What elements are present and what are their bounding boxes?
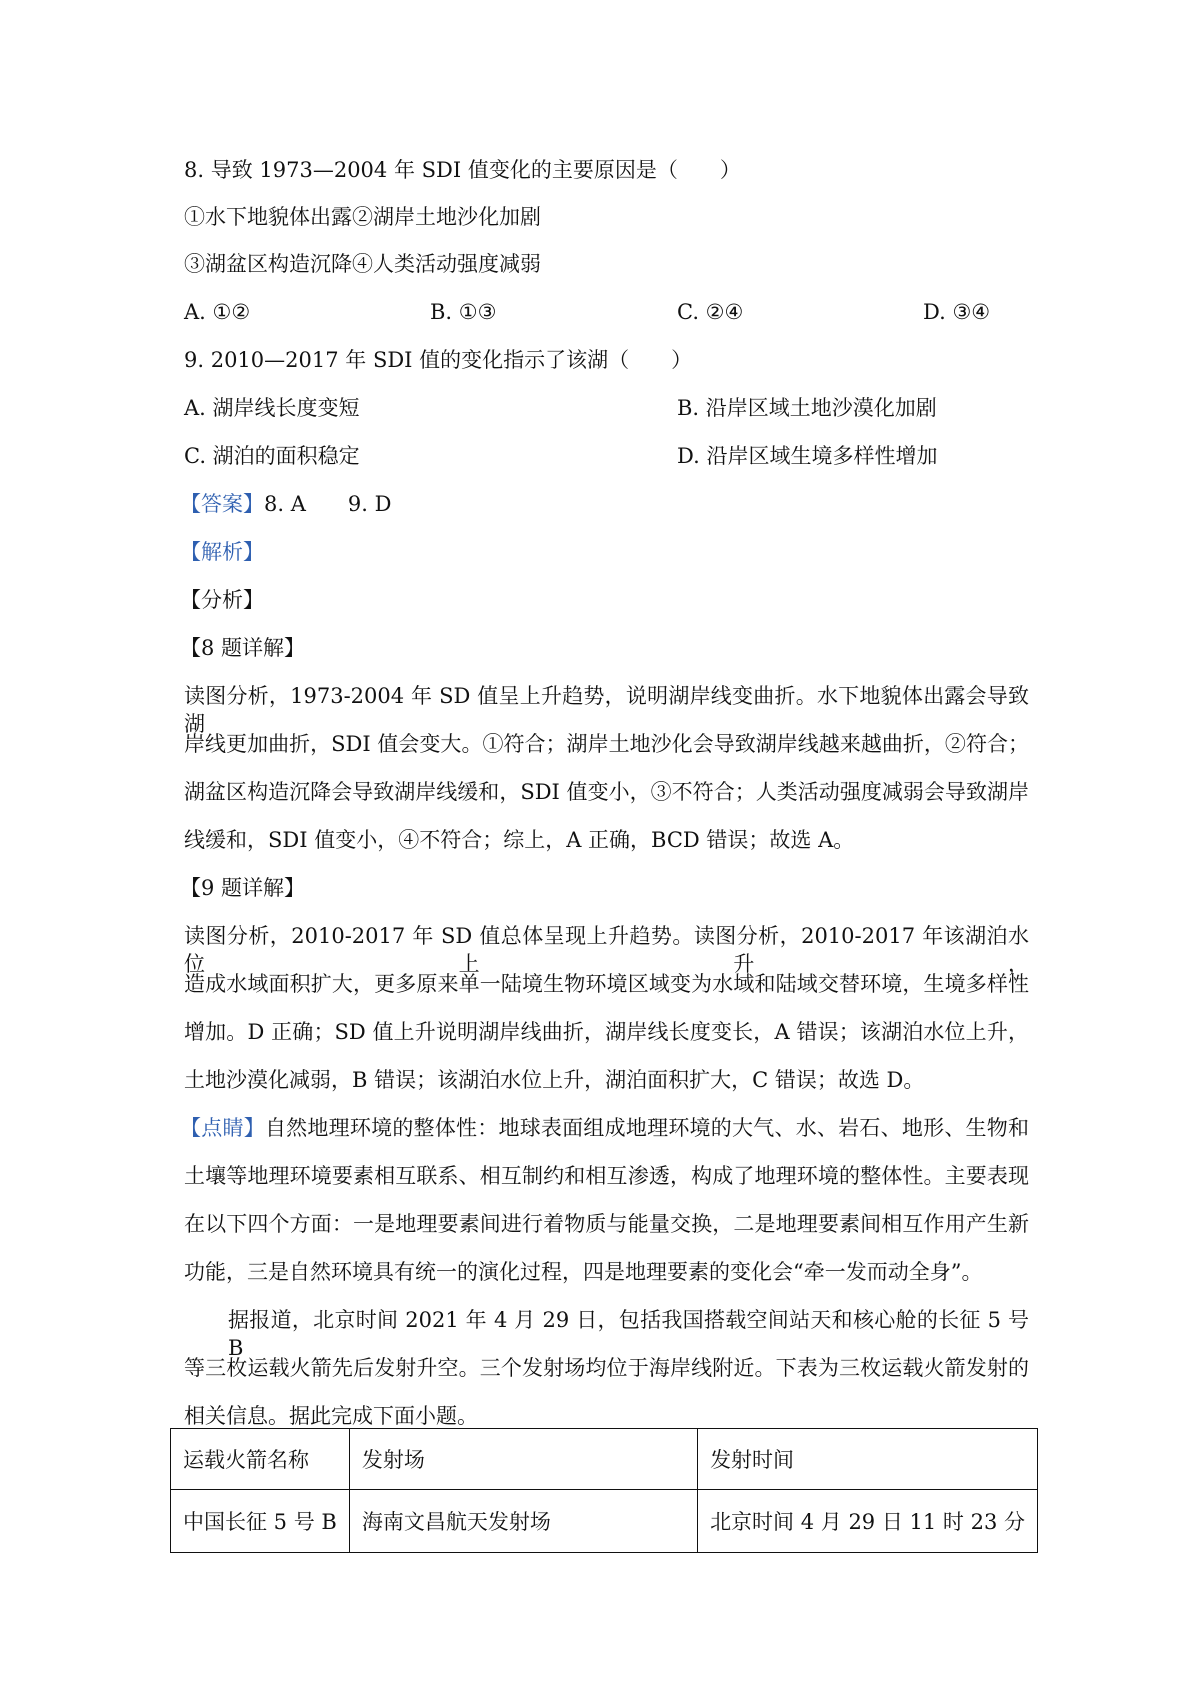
detail8-line-4: 线缓和，SDI 值变小，④不符合；综上，A 正确，BCD 错误；故选 A。 [184,828,855,852]
detail9-line-3: 增加。D 正确；SD 值上升说明湖岸线曲折，湖岸线长度变长，A 错误；该湖泊水位上升， [184,1020,1029,1044]
detail9-tag: 【9 题详解】 [180,876,306,900]
detail8-tag: 【8 题详解】 [180,636,306,660]
dianjing-line-4: 功能，三是自然环境具有统一的演化过程，四是地理要素的变化会“牵一发而动全身”。 [184,1260,983,1284]
detail8-line-3: 湖盆区构造沉降会导致湖岸线缓和，SDI 值变小，③不符合；人类活动强度减弱会导致湖岸 [184,780,1029,804]
q8-option-c: C. ②④ [677,300,744,324]
table-header-cell: 发射时间 [698,1429,1038,1490]
table-cell: 北京时间 4 月 29 日 11 时 23 分 [698,1490,1038,1553]
answer-line [180,490,391,518]
q8-items-line-2: ③湖盆区构造沉降④人类活动强度减弱 [184,252,541,276]
fenxi-tag: 【分析】 [180,588,264,612]
table-header-cell: 运载火箭名称 [171,1429,350,1490]
detail8-line-2: 岸线更加曲折，SDI 值会变大。①符合；湖岸土地沙化会导致湖岸线越来越曲折，②符合； [184,732,1029,756]
table-cell: 中国长征 5 号 B [171,1490,350,1553]
table-row [171,1490,1038,1553]
dianjing-line-1-text: 自然地理环境的整体性：地球表面组成地理环境的大气、水、岩石、地形、生物和 [264,1116,1030,1140]
rocket-launch-table [170,1428,1038,1553]
analysis-tag: 【解析】 [180,540,264,564]
q9-option-d: D. 沿岸区域生境多样性增加 [677,444,938,468]
answer-tag: 【答案】 [180,492,264,516]
detail9-line-4: 土地沙漠化减弱，B 错误；该湖泊水位上升，湖泊面积扩大，C 错误；故选 D。 [184,1068,925,1092]
table-header-cell: 发射场 [349,1429,697,1490]
q8-option-b: B. ①③ [430,300,497,324]
table-header-row [171,1429,1038,1490]
q9-option-b: B. 沿岸区域土地沙漠化加剧 [677,396,937,420]
answer-text: 8. A 9. D [264,492,392,516]
passage-line-1: 据报道，北京时间 2021 年 4 月 29 日，包括我国搭载空间站天和核心舱的长征 5 号 B [228,1308,1029,1360]
q8-items-line-1: ①水下地貌体出露②湖岸土地沙化加剧 [184,205,541,229]
detail8-line-1: 读图分析，1973-2004 年 SD 值呈上升趋势，说明湖岸线变曲折。水下地貌体出露会导致湖 [184,684,1029,736]
q8-stem: 8. 导致 1973—2004 年 SDI 值变化的主要原因是（ ） [184,158,741,182]
q9-option-a: A. 湖岸线长度变短 [184,396,360,420]
detail9-line-2: 造成水域面积扩大，更多原来单一陆境生物环境区域变为水域和陆域交替环境，生境多样性 [184,972,1029,996]
table-cell: 海南文昌航天发射场 [349,1490,697,1553]
dianjing-line-1 [180,1114,1029,1142]
passage-line-3: 相关信息。据此完成下面小题。 [184,1404,478,1428]
dianjing-tag: 【点睛】 [180,1116,265,1140]
passage-line-2: 等三枚运载火箭先后发射升空。三个发射场均位于海岸线附近。下表为三枚运载火箭发射的 [184,1356,1029,1380]
dianjing-line-2: 土壤等地理环境要素相互联系、相互制约和相互渗透，构成了地理环境的整体性。主要表现 [184,1164,1029,1188]
dianjing-line-3: 在以下四个方面：一是地理要素间进行着物质与能量交换，二是地理要素间相互作用产生新 [184,1212,1029,1236]
q9-option-c: C. 湖泊的面积稳定 [184,444,360,468]
q8-option-d: D. ③④ [923,300,991,324]
q8-option-a: A. ①② [184,300,251,324]
detail9-line-1: 读图分析，2010-2017 年 SD 值总体呈现上升趋势。读图分析，2010-2017 年该湖泊水位上升， [184,924,1029,976]
q9-stem: 9. 2010—2017 年 SDI 值的变化指示了该湖（ ） [184,348,693,372]
